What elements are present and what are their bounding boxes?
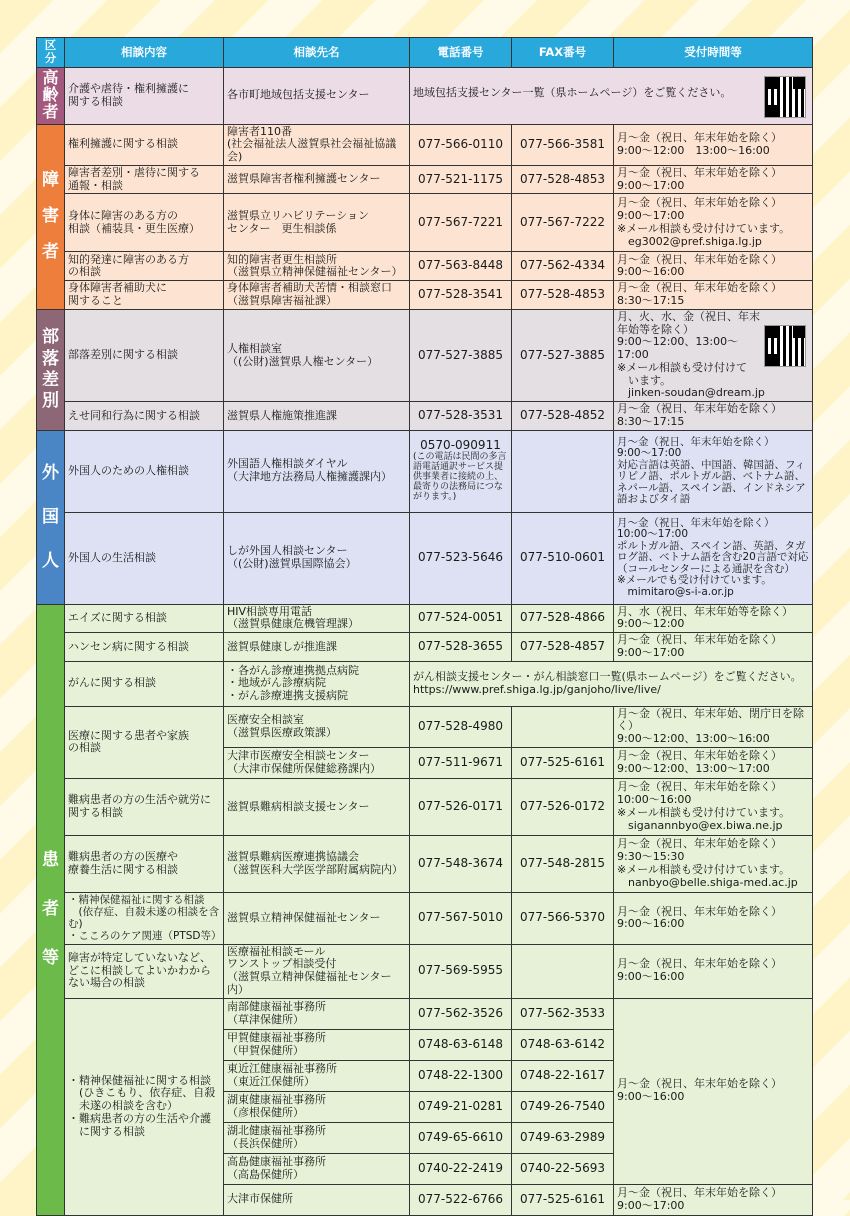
category-char: 者 [42,102,59,122]
category-char: 別 [42,391,59,412]
org-cell: 滋賀県立リハビリテーション センター 更生相談係 [224,194,410,252]
tel-cell[interactable]: 077-522-6766 [410,1184,512,1215]
qr-code-icon[interactable] [764,325,806,367]
header-fax: FAX番号 [512,38,614,68]
tel-cell[interactable]: 0740-22-2419 [410,1153,512,1184]
org-cell: 人権相談室 （(公財)滋賀県人権センター） [224,309,410,401]
header-tel: 電話番号 [410,38,512,68]
tel-cell[interactable]: 077-569-5955 [410,944,512,998]
table-row [37,430,813,512]
fax-cell: 077-528-4852 [512,402,614,431]
org-cell: 滋賀県健康しが推進課 [224,633,410,662]
note-cell: がん相談支援センター・がん相談窓口一覧(県ホームページ）をご覧ください。 https://www.pref.shiga.lg.jp/ganjoho/live/live/ [410,661,813,706]
tel-cell[interactable]: 077-528-4980 [410,706,512,747]
table-row [37,661,813,706]
fax-cell: 0748-22-1617 [512,1060,614,1091]
tel-cell[interactable]: 077-527-3885 [410,309,512,401]
tel-cell[interactable]: 077-563-8448 [410,252,512,281]
fax-cell: 077-528-4866 [512,604,614,633]
content-cell: 医療に関する患者や家族 の相談 [65,706,224,778]
tel-cell[interactable]: 077-521-1175 [410,165,512,194]
table-row [37,633,813,662]
category-char: 国 [42,507,59,528]
org-cell: 滋賀県難病医療連携協議会 （滋賀医科大学医学部附属病院内） [224,835,410,892]
fax-cell: 077-567-7222 [512,194,614,252]
org-cell: 南部健康福祉事務所 （草津保健所） [224,998,410,1029]
table-row [37,67,813,124]
category-buraku [37,309,65,430]
fax-cell: 077-528-4857 [512,633,614,662]
table-row [37,402,813,431]
hours-text: 月、火、水、金（祝日、年末年始等を除く） 9:00～12:00、13:00～17:00 ※メール相談も受け付けて います。 jinken-soudan@dream.jp [617,309,765,400]
tel-cell[interactable]: 0749-21-0281 [410,1091,512,1122]
org-cell: 身体障害者補助犬苦情・相談窓口 （滋賀県障害福祉課） [224,281,410,310]
org-cell: HIV相談専用電話 （滋賀県健康危機管理課） [224,604,410,633]
hours-cell: 月～金（祝日、年末年始を除く） 8:30～17:15 [614,281,813,310]
hours-cell: 月～金（祝日、年末年始を除く） 10:00～16:00 ※メール相談も受け付けています。 siganannbyo@ex.biwa.ne.jp [614,778,813,835]
org-cell: 甲賀健康福祉事務所 （甲賀保健所） [224,1029,410,1060]
content-cell: 部落差別に関する相談 [65,309,224,401]
tel-cell[interactable]: 077-528-3655 [410,633,512,662]
category-char: 落 [42,348,59,369]
content-cell: 介護や虐待・権利擁護に 関する相談 [65,67,224,124]
hours-cell: 月～金（祝日、年末年始を除く） 9:30～15:30 ※メール相談も受け付けています。 nanbyo@belle.shiga-med.ac.jp [614,835,813,892]
content-cell: 知的発達に障害のある方 の相談 [65,252,224,281]
category-elder [37,67,65,124]
fax-empty-cell [512,944,614,998]
hours-cell: 月～金（祝日、年末年始を除く） 9:00～17:00 [614,165,813,194]
org-cell: 東近江健康福祉事務所 （東近江保健所） [224,1060,410,1091]
table-row [37,892,813,944]
content-cell: えせ同和行為に関する相談 [65,402,224,431]
org-cell: 障害者110番 (社会福祉法人滋賀県社会福祉協議会) [224,124,410,165]
fax-cell: 077-527-3885 [512,309,614,401]
fax-empty-cell [512,430,614,512]
tel-cell[interactable]: 077-528-3541 [410,281,512,310]
category-patient [37,604,65,1215]
hours-cell: 月～金（祝日、年末年始を除く） 9:00～12:00、13:00～17:00 [614,747,813,778]
content-cell: ハンセン病に関する相談 [65,633,224,662]
table-row [37,252,813,281]
content-cell: 身体に障害のある方の 相談（補装具・更生医療） [65,194,224,252]
content-cell: 障害者差別・虐待に関する 通報・相談 [65,165,224,194]
content-cell: 障害が特定していないなど、 どこに相談してよいかわから ない場合の相談 [65,944,224,998]
category-char: 害 [42,205,59,226]
hours-cell: 月～金（祝日、年末年始、閉庁日を除く） 9:00～12:00、13:00～16:00 [614,706,813,747]
fax-cell: 077-548-2815 [512,835,614,892]
org-cell: 医療福祉相談モール ワンストップ相談受付 （滋賀県立精神保健福祉センター内） [224,944,410,998]
table-row [37,835,813,892]
table-row [37,998,813,1029]
hours-cell: 月～金（祝日、年末年始を除く） 9:00～16:00 [614,892,813,944]
hours-cell [614,309,813,401]
tel-cell[interactable] [410,430,512,512]
content-cell: 難病患者の方の医療や 療養生活に関する相談 [65,835,224,892]
category-foreign [37,430,65,604]
org-cell: 大津市保健所 [224,1184,410,1215]
fax-cell: 0749-63-2989 [512,1122,614,1153]
header-category: 区分 [37,38,65,68]
content-cell: 権利擁護に関する相談 [65,124,224,165]
content-cell: ・精神保健福祉に関する相談 (依存症、自殺未遂の相談を含む) ・こころのケア関連（PTSD等） [65,892,224,944]
org-cell: しが外国人相談センター （(公財)滋賀県国際協会） [224,512,410,604]
content-cell: がんに関する相談 [65,661,224,706]
fax-cell: 0748-63-6142 [512,1029,614,1060]
fax-empty-cell [512,706,614,747]
content-cell: エイズに関する相談 [65,604,224,633]
org-cell: 滋賀県人権施策推進課 [224,402,410,431]
content-cell: 外国人のための人権相談 [65,430,224,512]
hours-cell: 月～金（祝日、年末年始を除く） 9:00～17:00 対応言語は英語、中国語、韓国語、フィリピノ語、ポルトガル語、ベトナム語、ネパール語、スペイン語、インドネシア語およびタイ語 [614,430,813,512]
content-cell: ・精神保健福祉に関する相談 (ひきこもり、依存症、自殺 未遂の相談を含む） ・難病患者の方の生活や介護 に関する相談 [65,998,224,1215]
tel-cell[interactable]: 077-548-3674 [410,835,512,892]
table-row [37,778,813,835]
fax-cell: 077-526-0172 [512,778,614,835]
org-cell: 各市町地域包括支援センター [224,67,410,124]
fax-cell: 077-525-6161 [512,747,614,778]
fax-cell: 077-525-6161 [512,1184,614,1215]
note-text: 地域包括支援センター一覧（県ホームページ）をご覧ください。 [413,85,732,99]
org-cell: 滋賀県立精神保健福祉センター [224,892,410,944]
fax-cell: 077-562-3533 [512,998,614,1029]
header-hours: 受付時間等 [614,38,813,68]
fax-cell: 0740-22-5693 [512,1153,614,1184]
org-cell: 高島健康福祉事務所 （高島保健所） [224,1153,410,1184]
consultation-table [36,37,813,1216]
content-cell: 身体障害者補助犬に 関すること [65,281,224,310]
category-char: 患 [42,849,59,870]
tel-cell[interactable]: 077-511-9671 [410,747,512,778]
fax-cell: 077-566-3581 [512,124,614,165]
category-char: 外 [42,462,59,483]
tel-cell[interactable]: 077-566-0110 [410,124,512,165]
category-char: 障 [42,170,59,191]
tel-cell[interactable]: 077-567-5010 [410,892,512,944]
table-row [37,604,813,633]
tel-cell[interactable]: 077-523-5646 [410,512,512,604]
hours-cell: 月～金（祝日、年末年始を除く） 9:00～16:00 [614,944,813,998]
org-cell: ・各がん診療連携拠点病院 ・地域がん診療病院 ・がん診療連携支援病院 [224,661,410,706]
hours-cell: 月～金（祝日、年末年始を除く） 9:00～12:00 13:00～16:00 [614,124,813,165]
table-row [37,512,813,604]
category-char: 高 [42,68,59,88]
header-row [37,38,813,68]
table-row [37,706,813,747]
content-cell: 外国人の生活相談 [65,512,224,604]
tel-note: (この電話は民間の多言語電話通訳サービス提供事業者に接続の上、最寄りの法務局につながります。) [413,452,507,502]
note-cell [410,67,813,124]
org-cell: 大津市医療安全相談センター （大津市保健所保健総務課内） [224,747,410,778]
hours-cell: 月～金（祝日、年末年始を除く） 9:00～17:00 ※メール相談も受け付けています。 eg3002@pref.shiga.lg.jp [614,194,813,252]
header-content: 相談内容 [65,38,224,68]
category-char: 齢 [42,85,59,105]
qr-code-icon[interactable] [764,76,806,118]
hours-cell: 月～金（祝日、年末年始を除く） 10:00～17:00 ポルトガル語、スペイン語、英語、タガログ語、ベトナム語を含む20言語で対応（コールセンターによる通訳を含む） ※メールでも受け付けています。 mimitaro@s-i-a.or.jp [614,512,813,604]
table-row [37,194,813,252]
table-row [37,124,813,165]
category-char: 部 [42,327,59,348]
table-row [37,309,813,401]
category-char: 差 [42,369,59,390]
tel-cell[interactable]: 077-567-7221 [410,194,512,252]
content-cell: 難病患者の方の生活や就労に 関する相談 [65,778,224,835]
category-char: 者 [42,241,59,262]
fax-cell: 0749-26-7540 [512,1091,614,1122]
category-char: 等 [42,948,59,969]
fax-cell: 077-528-4853 [512,165,614,194]
org-cell: 滋賀県障害者権利擁護センター [224,165,410,194]
org-cell: 外国語人権相談ダイヤル （大津地方法務局人権擁護課内） [224,430,410,512]
fax-cell: 077-510-0601 [512,512,614,604]
hours-cell: 月～金（祝日、年末年始を除く） 9:00～17:00 [614,1184,813,1215]
org-cell: 滋賀県難病相談支援センター [224,778,410,835]
org-cell: 湖東健康福祉事務所 （彦根保健所） [224,1091,410,1122]
tel-number[interactable]: 0570-090911 [420,438,501,453]
table-row [37,281,813,310]
hours-cell: 月～金（祝日、年末年始を除く） 9:00～16:00 [614,998,813,1184]
table-row [37,944,813,998]
tel-cell[interactable]: 077-526-0171 [410,778,512,835]
tel-cell[interactable]: 0748-22-1300 [410,1060,512,1091]
org-cell: 医療安全相談室 （滋賀県医療政策課） [224,706,410,747]
fax-cell: 077-566-5370 [512,892,614,944]
tel-cell[interactable]: 0749-65-6610 [410,1122,512,1153]
header-org: 相談先名 [224,38,410,68]
hours-cell: 月～金（祝日、年末年始を除く） 8:30～17:15 [614,402,813,431]
org-cell: 湖北健康福祉事務所 （長浜保健所） [224,1122,410,1153]
fax-cell: 077-528-4853 [512,281,614,310]
category-char: 者 [42,898,59,919]
tel-cell[interactable]: 077-524-0051 [410,604,512,633]
tel-cell[interactable]: 0748-63-6148 [410,1029,512,1060]
org-cell: 知的障害者更生相談所 （滋賀県立精神保健福祉センター） [224,252,410,281]
table-row [37,165,813,194]
tel-cell[interactable]: 077-528-3531 [410,402,512,431]
hours-cell: 月～金（祝日、年末年始を除く） 9:00～17:00 [614,633,813,662]
category-disabled [37,124,65,309]
fax-cell: 077-562-4334 [512,252,614,281]
hours-cell: 月、水（祝日、年末年始等を除く） 9:00～12:00 [614,604,813,633]
category-char: 人 [42,551,59,572]
hours-cell: 月～金（祝日、年末年始を除く） 9:00～16:00 [614,252,813,281]
tel-cell[interactable]: 077-562-3526 [410,998,512,1029]
